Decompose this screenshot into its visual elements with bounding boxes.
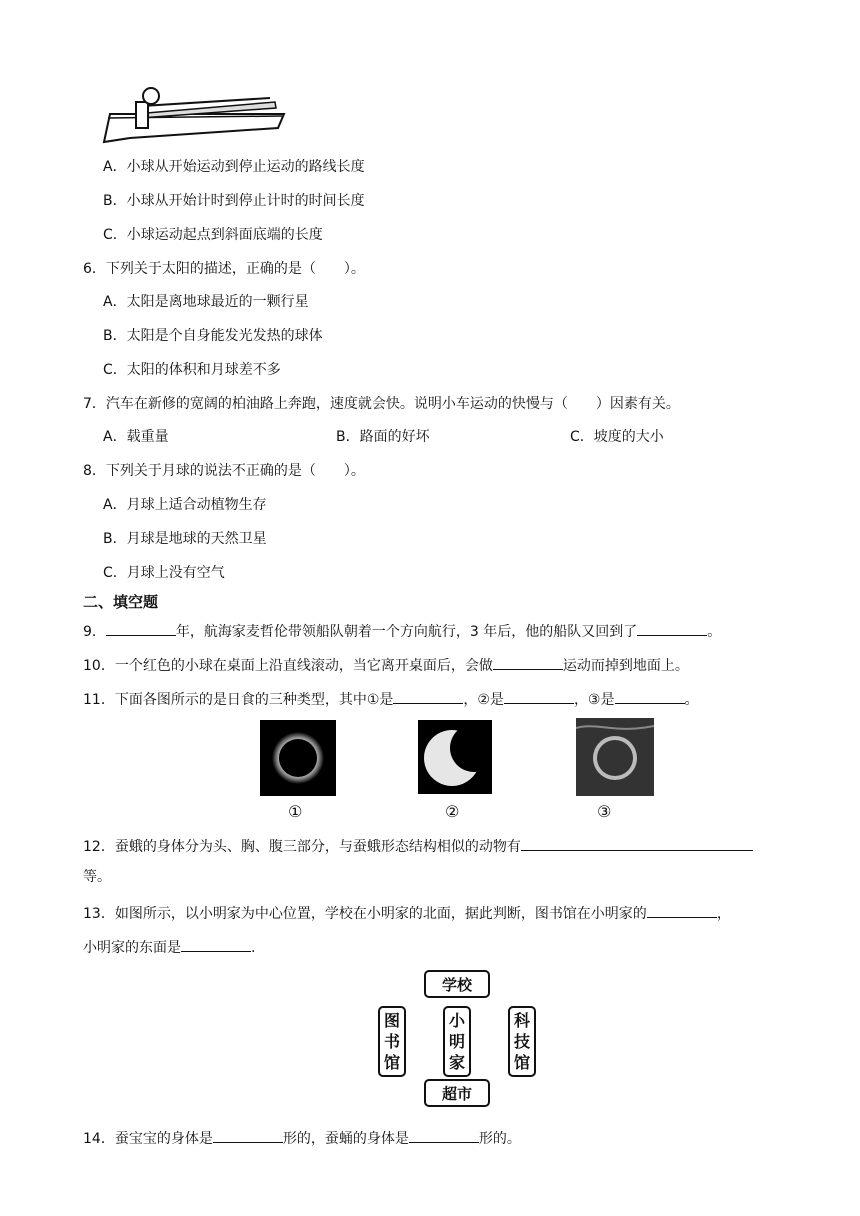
caption-1: ①	[288, 802, 303, 821]
answer-blank[interactable]	[521, 836, 753, 851]
q12-line2: 等。	[83, 869, 111, 885]
map-library	[378, 1006, 406, 1077]
q11-text-c: ，③是	[573, 692, 615, 708]
map-home-char: 家	[448, 1053, 465, 1072]
map-museum-char: 科	[513, 1011, 530, 1030]
q13-end1: ，	[716, 906, 731, 922]
q7-option-c: C．坡度的大小	[570, 429, 664, 445]
q6-option-a: A．太阳是离地球最近的一颗行星	[103, 294, 309, 310]
q8-option-a: A．月球上适合动植物生存	[103, 497, 267, 513]
answer-blank[interactable]	[409, 1128, 479, 1143]
q10-text-a: 10．一个红色的小球在桌面上沿直线滚动，当它离开桌面后，会做	[83, 658, 493, 674]
q5-option-c: C．小球运动起点到斜面底端的长度	[103, 227, 323, 243]
q8-option-c: C．月球上没有空气	[103, 565, 225, 581]
q13-text-a: 13．如图所示，以小明家为中心位置，学校在小明家的北面，据此判断，图书馆在小明家的	[83, 906, 647, 922]
q14-line	[83, 1128, 521, 1148]
map-library-char: 书	[383, 1032, 400, 1051]
q10-text-b: 运动而掉到地面上。	[562, 658, 689, 674]
q14-text-a: 14．蚕宝宝的身体是	[83, 1131, 213, 1147]
q9-text: 年，航海家麦哲伦带领船队朝着一个方向航行，3 年后，他的船队又回到了	[175, 624, 638, 640]
q13-end2: .	[251, 940, 256, 956]
q8-stem: 8．下列关于月球的说法不正确的是（ ）。	[83, 463, 365, 479]
q5-option-a: A．小球从开始运动到停止运动的路线长度	[103, 159, 365, 175]
map-supermarket: 超市	[424, 1079, 490, 1107]
answer-blank[interactable]	[213, 1128, 283, 1143]
q14-text-c: 形的。	[478, 1131, 521, 1147]
map-xiaoming-home	[443, 1006, 471, 1077]
map-home-char: 小	[448, 1011, 465, 1030]
q13-line	[83, 903, 731, 923]
map-home-char: 明	[448, 1032, 465, 1051]
q9-line	[83, 621, 721, 641]
answer-blank[interactable]	[493, 655, 563, 670]
q9-number: 9．	[83, 624, 106, 640]
caption-3: ③	[597, 802, 612, 821]
q10-line	[83, 655, 689, 675]
q13-line2	[83, 937, 255, 957]
ramp-illustration	[100, 84, 290, 148]
q6-option-c: C．太阳的体积和月球差不多	[103, 362, 281, 378]
q5-option-b: B．小球从开始计时到停止计时的时间长度	[103, 193, 365, 209]
map-museum-char: 技	[513, 1032, 530, 1051]
map-science-museum	[508, 1006, 536, 1077]
caption-2: ②	[445, 802, 460, 821]
q7-stem: 7．汽车在新修的宽阔的柏油路上奔跑，速度就会快。说明小车运动的快慢与（ ）因素有关。	[83, 396, 680, 412]
q11-end: 。	[684, 692, 699, 708]
q8-option-b: B．月球是地球的天然卫星	[103, 531, 267, 547]
q11-text-a: 11．下面各图所示的是日食的三种类型，其中①是	[83, 692, 394, 708]
q11-line	[83, 689, 699, 709]
map-museum-char: 馆	[513, 1053, 530, 1072]
answer-blank[interactable]	[181, 937, 251, 952]
q13-text-b: 小明家的东面是	[83, 940, 181, 956]
total-eclipse-image	[260, 720, 336, 796]
map-school: 学校	[424, 970, 490, 998]
section-heading-fill-in: 二、填空题	[83, 593, 159, 611]
q9-end: 。	[707, 624, 722, 640]
q11-text-b: ，②是	[463, 692, 504, 708]
q12-line	[83, 836, 753, 856]
answer-blank[interactable]	[393, 689, 463, 704]
q12-text: 12．蚕蛾的身体分为头、胸、腹三部分，与蚕蛾形态结构相似的动物有	[83, 839, 521, 855]
q6-option-b: B．太阳是个自身能发光发热的球体	[103, 328, 323, 344]
answer-blank[interactable]	[647, 903, 717, 918]
answer-blank[interactable]	[504, 689, 574, 704]
q6-stem: 6．下列关于太阳的描述，正确的是（ ）。	[83, 261, 365, 277]
annular-eclipse-image	[576, 718, 654, 796]
partial-eclipse-image	[418, 720, 492, 794]
q7-option-a: A．载重量	[103, 429, 169, 445]
answer-blank[interactable]	[106, 621, 176, 636]
q14-text-b: 形的，蚕蛹的身体是	[282, 1131, 409, 1147]
map-library-char: 馆	[383, 1053, 400, 1072]
map-library-char: 图	[383, 1011, 400, 1030]
answer-blank[interactable]	[637, 621, 707, 636]
answer-blank[interactable]	[615, 689, 685, 704]
q7-option-b: B．路面的好坏	[336, 429, 430, 445]
